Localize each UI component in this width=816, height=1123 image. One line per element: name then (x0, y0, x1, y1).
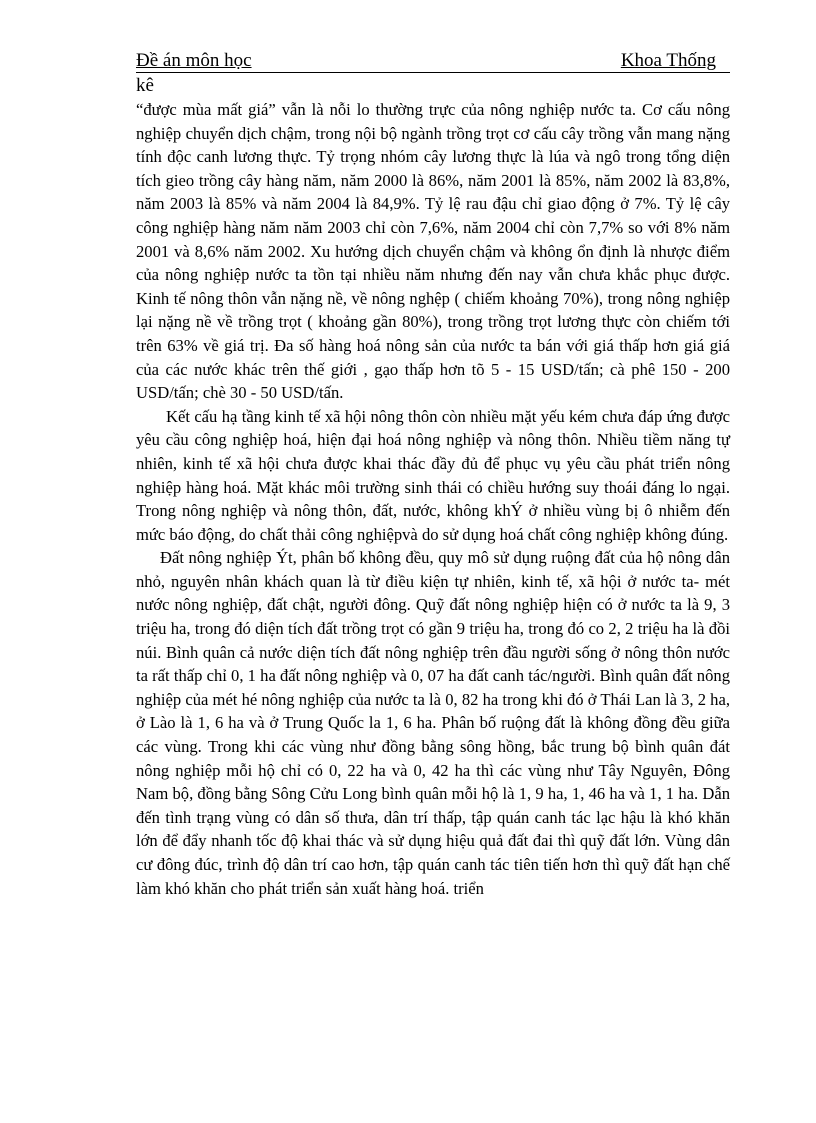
document-page (136, 50, 730, 900)
header-faculty-continuation: kê (136, 75, 154, 96)
header-faculty: Khoa Thống (620, 50, 716, 71)
paragraph-land: Đất nông nghiệp Ýt, phân bố không đều, quy mô sử dụng ruộng đất của hộ nông dân nhỏ, nguyên nhân khách quan là từ điều kiện tự nhiên, kinh tế, xã hội ở nước ta- mét nước nông nghiệp, đất chật, người đông. Quỹ đất nông nghiệp hiện có ở nước ta là 9, 3 triệu ha, trong đó diện tích đất trồng trọt có gần 9 triệu ha, trong đó co 2, 2 triệu ha là đồi núi. Bình quân cả nước diện tích đất nông nghiệp trên đầu người sống ở nông thôn nước ta rất thấp chỉ 0, 1 ha đất nông nghiệp và 0, 07 ha đất canh tác/người. Bình quân đất nông nghiệp của mét hé nông nghiệp của nước ta là 0, 82 ha trong khi đó ở Thái Lan là 3, 2 ha, ở Lào là 1, 6 ha và ở Trung Quốc la 1, 6 ha. Phân bố ruộng đất là không đồng đều giữa các vùng. Trong khi các vùng như đồng bằng sông hồng, bắc trung bộ bình quân đát nông nghiệp mỗi hộ chỉ có 0, 22 ha và 0, 42 ha thì các vùng như Tây Nguyên, Đông Nam bộ, đồng bằng Sông Cửu Long bình quân mỗi hộ là 1, 9 ha, 1, 46 ha và 1, 1 ha. Dẫn đến tình trạng vùng có dân số thưa, dân trí thấp, tập quán canh tác lạc hậu là khó khăn lớn để đẩy nhanh tốc độ khai thác và sử dụng hiệu quả đất đai thì quỹ đất lớn. Vùng dân cư đông đúc, trình độ dân trí cao hơn, tập quán canh tác tiên tiến hơn thì quỹ đất hạn chế làm khó khăn cho phát triển sản xuất hàng hoá. triển (136, 548, 730, 898)
header-course-title: Đề án môn học (136, 50, 252, 71)
paragraph-infrastructure: Kết cấu hạ tầng kinh tế xã hội nông thôn còn nhiều mặt yếu kém chưa đáp ứng được yêu cầu công nghiệp hoá, hiện đại hoá nông nghiệp và nông thôn. Nhiều tiềm năng tự nhiên, kinh tế xã hội chưa được khai thác đầy đủ để phục vụ yêu cầu phát triển nông nghiệp hàng hoá. Mặt khác môi trường sinh thái có chiều hướng suy thoái đáng lo ngại. Trong nông nghiệp và nông thôn, đất, nước, không khÝ ở nhiều vùng bị ô nhiễm đến mức báo động, do chất thải công nghiệpvà do sử dụng hoá chất công nghiệp không đúng. (136, 406, 730, 544)
page-header (136, 50, 730, 73)
paragraph-agriculture-structure: “được mùa mất giá” vẫn là nỗi lo thường trực của nông nghiệp nước ta. Cơ cấu nông nghiệp chuyển dịch chậm, trong nội bộ ngành trồng trọt cơ cấu cây trồng vẫn mang nặng tính độc canh lương thực. Tỷ trọng nhóm cây lương thực là lúa và ngô trong tổng diện tích gieo trồng cây hàng năm, năm 2000 là 86%, năm 2001 là 85%, năm 2002 là 83,8%, năm 2003 là 85% và năm 2004 là 84,9%. Tỷ lệ rau đậu chỉ giao động ở 7%. Tỷ lệ cây công nghiệp hàng năm năm 2003 chỉ còn 7,6%, năm 2004 chỉ còn 7,7% so với 8% năm 2001 và 8,6% năm 2002. Xu hướng dịch chuyển chậm và không ổn định là nhược điểm của nông nghiệp nước ta tồn tại nhiều năm nhưng đến nay vẫn chưa khắc phục được. Kinh tế nông thôn vẫn nặng nề, về nông nghệp ( chiếm khoảng 70%), trong nông nghiệp lại nặng nề về trồng trọt ( khoảng gần 80%), trong trồng trọt lương thực còn chiếm tới trên 63% về giá trị. Đa số hàng hoá nông sản của nước ta bán với giá thấp hơn giá giá của các nước khác trên thế giới , gạo thấp hơn tõ 5 - 15 USD/tấn; cà phê 150 - 200 USD/tấn; chè 30 - 50 USD/tấn. (136, 100, 730, 403)
document-body (136, 98, 730, 900)
